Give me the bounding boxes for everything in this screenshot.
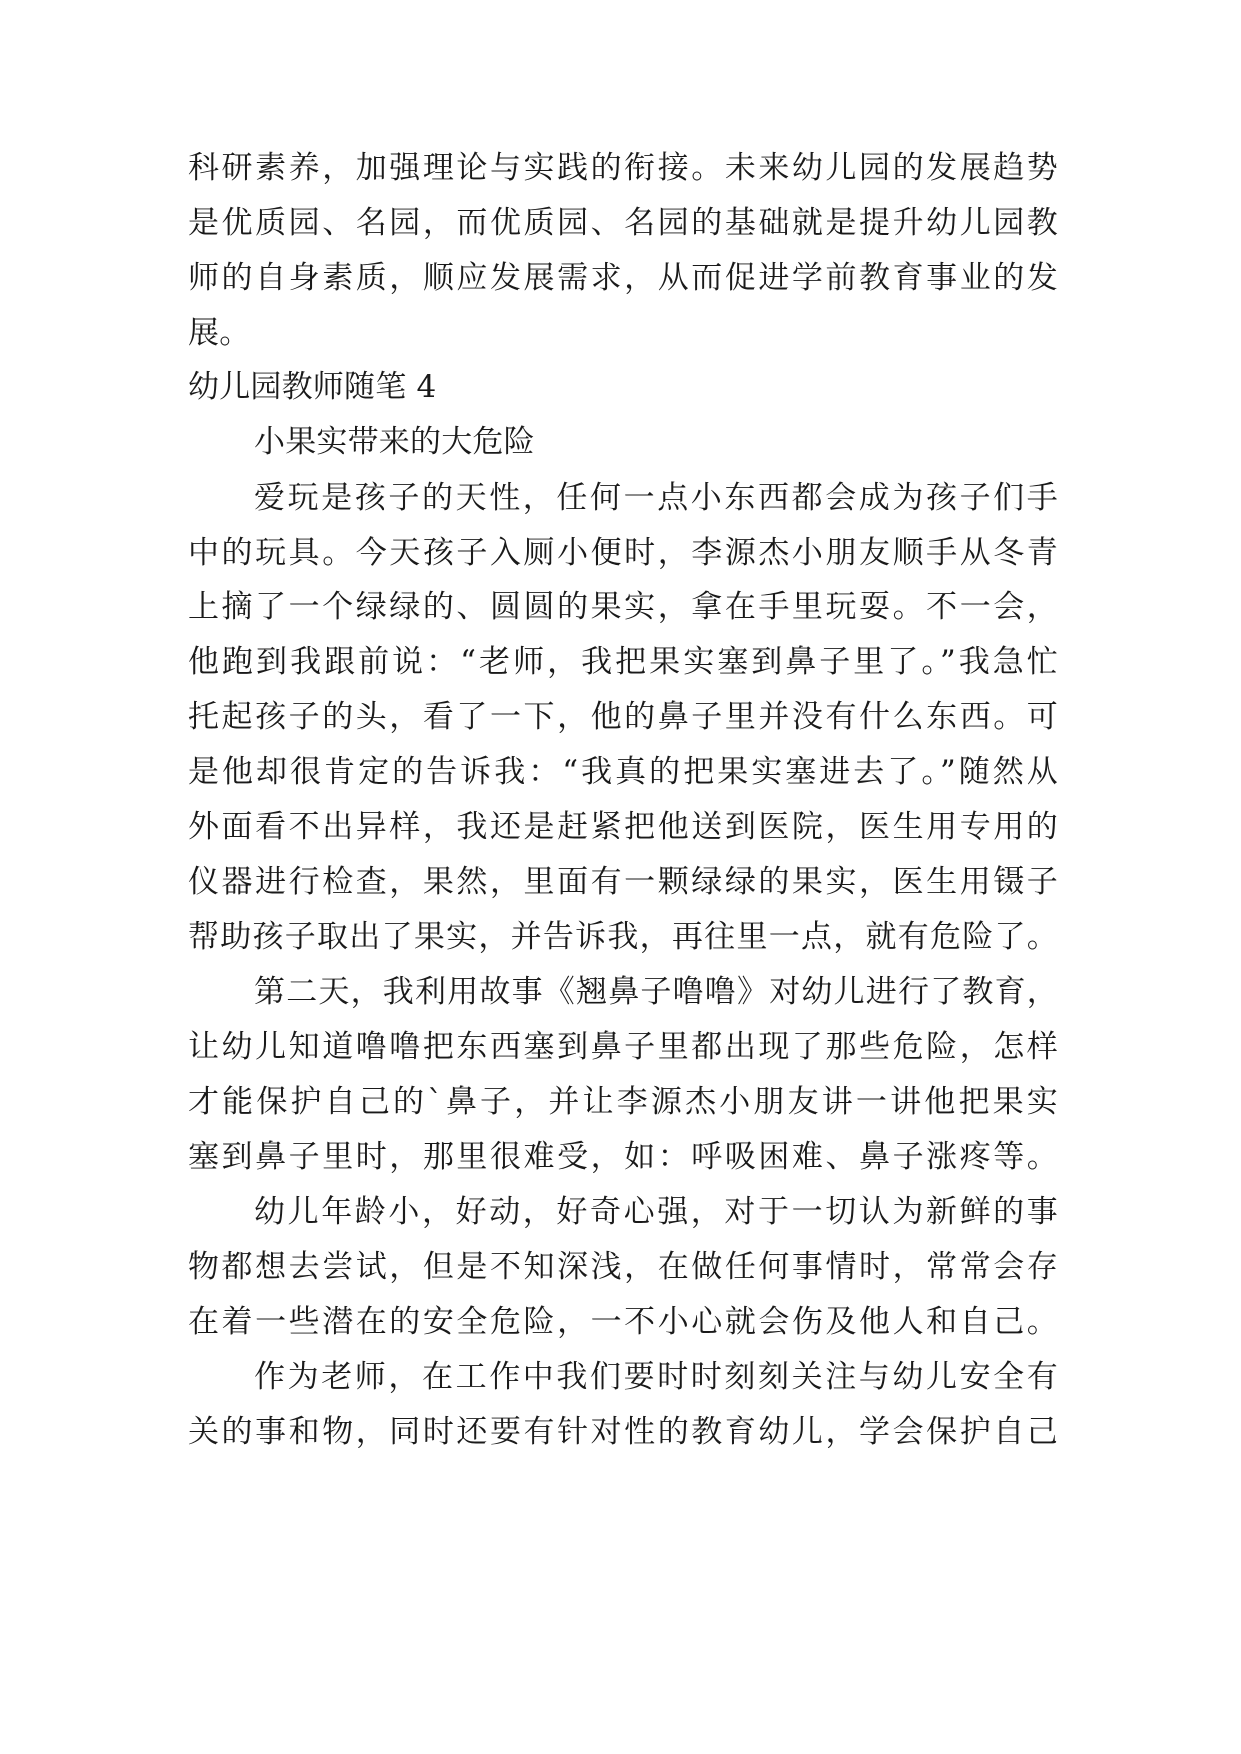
paragraph-line: 托起孩子的头，看了一下，他的鼻子里并没有什么东西。可: [188, 699, 1058, 735]
paragraph-line: 关的事和物，同时还要有针对性的教育幼儿，学会保护自己: [188, 1414, 1058, 1450]
paragraph-line: 中的玩具。今天孩子入厕小便时，李源杰小朋友顺手从冬青: [188, 535, 1058, 571]
paragraph-line: 展。: [188, 315, 251, 351]
paragraph-line: 在着一些潜在的安全危险，一不小心就会伤及他人和自己。: [188, 1304, 1058, 1340]
paragraph-line: 是他却很肯定的告诉我：“我真的把果实塞进去了。”随然从: [188, 754, 1058, 790]
paragraph-line: 物都想去尝试，但是不知深浅，在做任何事情时，常常会存: [188, 1249, 1058, 1285]
paragraph-line: 才能保护自己的`鼻子，并让李源杰小朋友讲一讲他把果实: [188, 1084, 1058, 1120]
section-heading: 幼儿园教师随笔 4: [188, 369, 437, 405]
paragraph-line: 作为老师，在工作中我们要时时刻刻关注与幼儿安全有: [254, 1359, 1058, 1395]
paragraph-line: 他跑到我跟前说：“老师，我把果实塞到鼻子里了。”我急忙: [188, 644, 1058, 680]
paragraph-line: 是优质园、名园，而优质园、名园的基础就是提升幼儿园教: [188, 205, 1058, 241]
paragraph-line: 第二天，我利用故事《翘鼻子噜噜》对幼儿进行了教育，: [254, 974, 1058, 1010]
paragraph-line: 上摘了一个绿绿的、圆圆的果实，拿在手里玩耍。不一会，: [188, 589, 1058, 625]
paragraph-line: 让幼儿知道噜噜把东西塞到鼻子里都出现了那些危险，怎样: [188, 1029, 1058, 1065]
paragraph-line: 师的自身素质，顺应发展需求，从而促进学前教育事业的发: [188, 260, 1058, 296]
paragraph-line: 外面看不出异样，我还是赶紧把他送到医院，医生用专用的: [188, 809, 1058, 845]
paragraph-line: 塞到鼻子里时，那里很难受，如：呼吸困难、鼻子涨疼等。: [188, 1139, 1058, 1175]
paragraph-line: 仪器进行检查，果然，里面有一颗绿绿的果实，医生用镊子: [188, 864, 1058, 900]
paragraph-line: 帮助孩子取出了果实，并告诉我，再往里一点，就有危险了。: [188, 919, 1058, 955]
paragraph-line: 科研素养，加强理论与实践的衔接。未来幼儿园的发展趋势: [188, 150, 1058, 186]
paragraph-line: 幼儿年龄小，好动，好奇心强，对于一切认为新鲜的事: [254, 1194, 1058, 1230]
essay-title: 小果实带来的大危险: [254, 424, 535, 460]
paragraph-line: 爱玩是孩子的天性，任何一点小东西都会成为孩子们手: [254, 480, 1058, 516]
